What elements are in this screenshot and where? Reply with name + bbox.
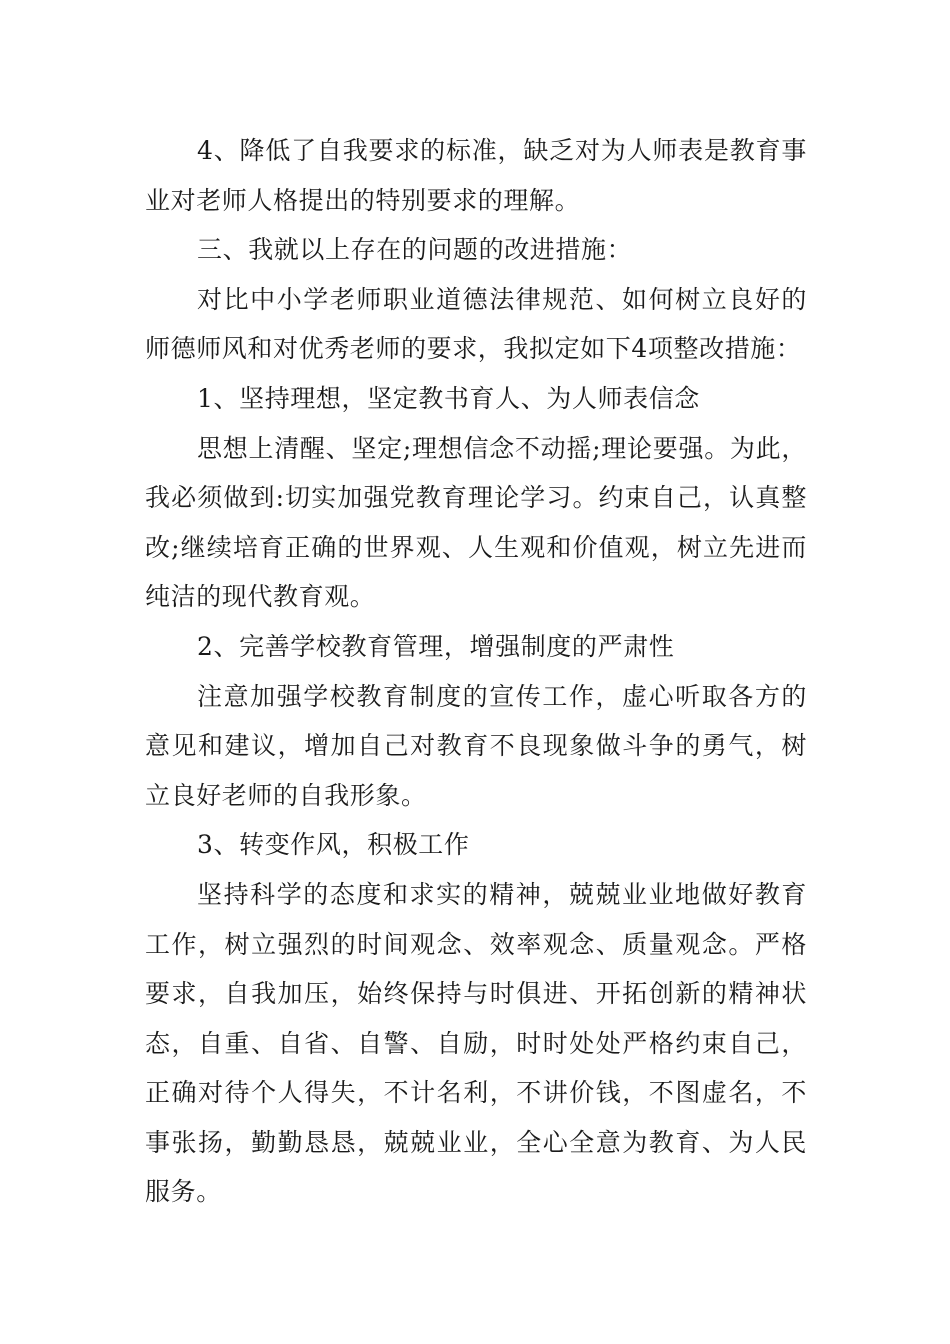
- measure-heading-2: 2、完善学校教育管理，增强制度的严肃性: [197, 631, 675, 661]
- measure-body-2: 注意加强学校教育制度的宣传工作，虚心听取各方的意见和建议，增加自己对教育不良现象做斗争的勇气，树立良好老师的自我形象。: [145, 681, 807, 810]
- document-body: [145, 126, 807, 1217]
- measure-body-3: 坚持科学的态度和求实的精神，兢兢业业地做好教育工作，树立强烈的时间观念、效率观念、质量观念。严格要求，自我加压，始终保持与时俱进、开拓创新的精神状态，自重、自省、自警、自励，时时处处严格约束自己，正确对待个人得失，不计名利，不讲价钱，不图虚名，不事张扬，勤勤恳恳，兢兢业业，全心全意为教育、为人民服务。: [145, 879, 807, 1207]
- paragraph-intro-measures: 对比中小学老师职业道德法律规范、如何树立良好的师德师风和对优秀老师的要求，我拟定如下4项整改措施：: [145, 284, 807, 364]
- section-heading-improvement-measures: 三、我就以上存在的问题的改进措施：: [197, 235, 633, 265]
- measure-body-1: 思想上清醒、坚定;理想信念不动摇;理论要强。为此，我必须做到:切实加强党教育理论学习。约束自己，认真整改;继续培育正确的世界观、人生观和价值观，树立先进而纯洁的现代教育观。: [145, 433, 807, 612]
- paragraph-item-4: 4、降低了自我要求的标准，缺乏对为人师表是教育事业对老师人格提出的特别要求的理解。: [145, 136, 807, 215]
- measure-heading-3: 3、转变作风，积极工作: [197, 830, 470, 860]
- measure-heading-1: 1、坚持理想，坚定教书育人、为人师表信念: [197, 383, 700, 413]
